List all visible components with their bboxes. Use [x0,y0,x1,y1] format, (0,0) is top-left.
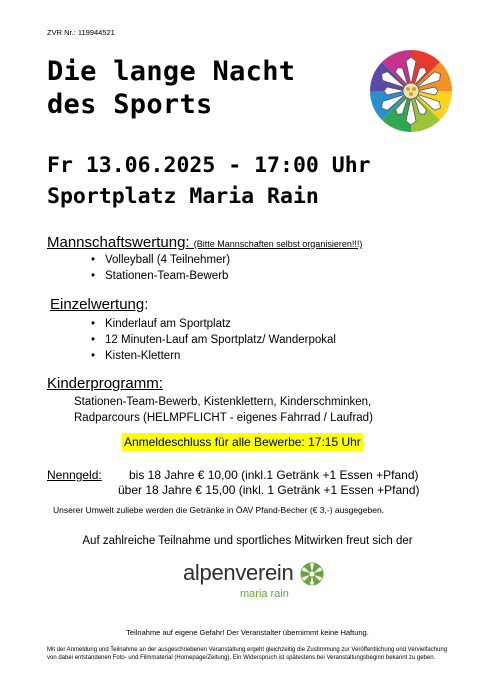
fee-label: Nenngeld: [47,468,102,482]
invitation-text: Auf zahlreiche Teilnahme und sportliches Mitwirken freut sich der [82,535,413,547]
registration-deadline: Anmeldeschluss für alle Bewerbe: 17:15 Uhr [124,435,361,449]
alpenverein-logo [183,560,333,610]
environment-note: Unserer Umwelt zuliebe werden die Getränke in ÖAV Pfand-Becher (€ 3,-) ausgegeben. [53,505,385,515]
alpenverein-wordmark: alpenverein [183,560,294,585]
liability-disclaimer: Teilnahme auf eigene Gefahr! Der Veranstalter übernimmt keine Haftung. [126,628,369,637]
registration-number: ZVR Nr.: 119944521 [47,28,115,37]
edelweiss-rainbow-logo-icon [370,50,452,132]
list-item: • Kisten-Klettern [105,348,336,364]
team-note: (Bitte Mannschaften selbst organisieren!!!) [193,239,363,249]
fee-over-18: über 18 Jahre € 15,00 (inkl. 1 Getränk +1 Essen +Pfand) [118,483,420,497]
single-list [105,316,336,364]
list-item: • Stationen-Team-Bewerb [105,268,230,284]
team-list [105,252,230,284]
list-item: • Volleyball (4 Teilnehmer) [105,252,230,268]
team-heading [47,234,362,251]
single-heading-colon: : [144,296,149,313]
kids-line-1: Stationen-Team-Bewerb, Kistenklettern, Kinderschminken, [74,396,372,408]
event-title [47,55,295,121]
kids-program-text [74,394,373,426]
team-heading-label: Mannschaftswertung: [47,234,190,251]
alpenverein-section: maria rain [240,588,289,600]
single-heading [50,296,148,313]
event-location: Sportplatz Maria Rain [47,184,319,209]
media-consent-note: Mit der Anmeldung und Teilnahme an der ausgeschriebenen Veranstaltung ergeht gleichzeitig die Zustimmung zur Veröffentlichung und Vervielfachung von dabei entstandenen Foto- und Filmmaterial (Homepage/Zeitung). Ein Widerspruch ist spätestens bei Veranstaltungsbeginn bekannt zu geben. [47,647,448,661]
edelweiss-icon [300,562,324,586]
event-details [47,150,371,212]
single-heading-label: Einzelwertung [50,296,145,313]
title-line-1: Die lange Nacht [47,56,296,87]
title-line-2: des Sports [47,89,213,120]
kids-heading: Kinderprogramm: [47,375,163,392]
list-item: • Kinderlauf am Sportplatz [105,316,336,332]
event-datetime: Fr 13.06.2025 - 17:00 Uhr [47,153,371,178]
fee-under-18: bis 18 Jahre € 10,00 (inkl.1 Getränk +1 Essen +Pfand) [129,468,419,482]
kids-line-2: Radparcours (HELMPFLICHT - eigenes Fahrrad / Laufrad) [74,412,373,424]
list-item: • 12 Minuten-Lauf am Sportplatz/ Wanderpokal [105,332,336,348]
